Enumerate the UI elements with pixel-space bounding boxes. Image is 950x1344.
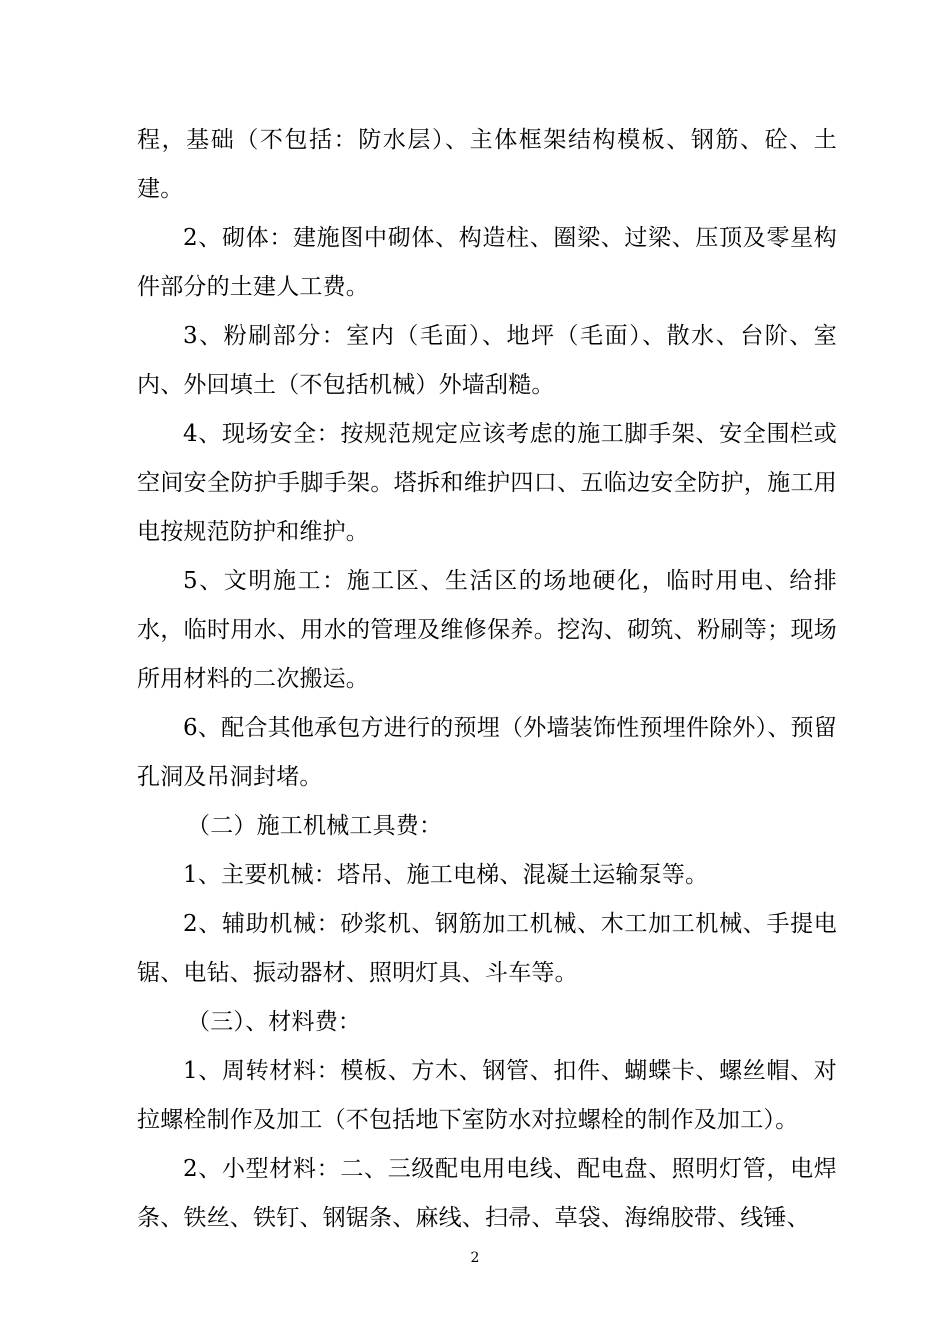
paragraph-8: 1、主要机械：塔吊、施工电梯、混凝土运输泵等。 bbox=[183, 862, 709, 888]
paragraph-1: 程，基础（不包括：防水层）、主体框架结构模板、钢筋、砼、土建。 bbox=[137, 127, 837, 202]
paragraph-11: 1、周转材料：模板、方木、钢管、扣件、蝴蝶卡、螺丝帽、对拉螺栓制作及加工（不包括地下室防水对拉螺栓的制作及加工）。 bbox=[137, 1058, 837, 1133]
section-heading-materials: （三）、材料费： bbox=[187, 1009, 362, 1035]
section-heading-machinery: （二）施工机械工具费： bbox=[187, 813, 443, 839]
paragraph-4: 4、现场安全：按规范规定应该考虑的施工脚手架、安全围栏或空间安全防护手脚手架。塔拆和维护四口、五临边安全防护，施工用电按规范防护和维护。 bbox=[137, 421, 837, 545]
paragraph-6: 6、配合其他承包方进行的预埋（外墙装饰性预埋件除外）、预留孔洞及吊洞封堵。 bbox=[137, 715, 837, 790]
paragraph-3: 3、粉刷部分：室内（毛面）、地坪（毛面）、散水、台阶、室内、外回填土（不包括机械）外墙刮糙。 bbox=[137, 323, 837, 398]
page-number: 2 bbox=[470, 1250, 480, 1266]
paragraph-12: 2、小型材料：二、三级配电用电线、配电盘、照明灯管，电焊条、铁丝、铁钉、钢锯条、麻线、扫帚、草袋、海绵胶带、线锤、 bbox=[137, 1156, 837, 1231]
paragraph-2: 2、砌体：建施图中砌体、构造柱、圈梁、过梁、压顶及零星构件部分的土建人工费。 bbox=[137, 225, 837, 300]
paragraph-5: 5、文明施工：施工区、生活区的场地硬化，临时用电、给排水，临时用水、用水的管理及维修保养。挖沟、砌筑、粉刷等；现场所用材料的二次搬运。 bbox=[137, 568, 837, 692]
document-body bbox=[137, 116, 837, 1243]
paragraph-9: 2、辅助机械：砂浆机、钢筋加工机械、木工加工机械、手提电锯、电钻、振动器材、照明灯具、斗车等。 bbox=[137, 911, 837, 986]
